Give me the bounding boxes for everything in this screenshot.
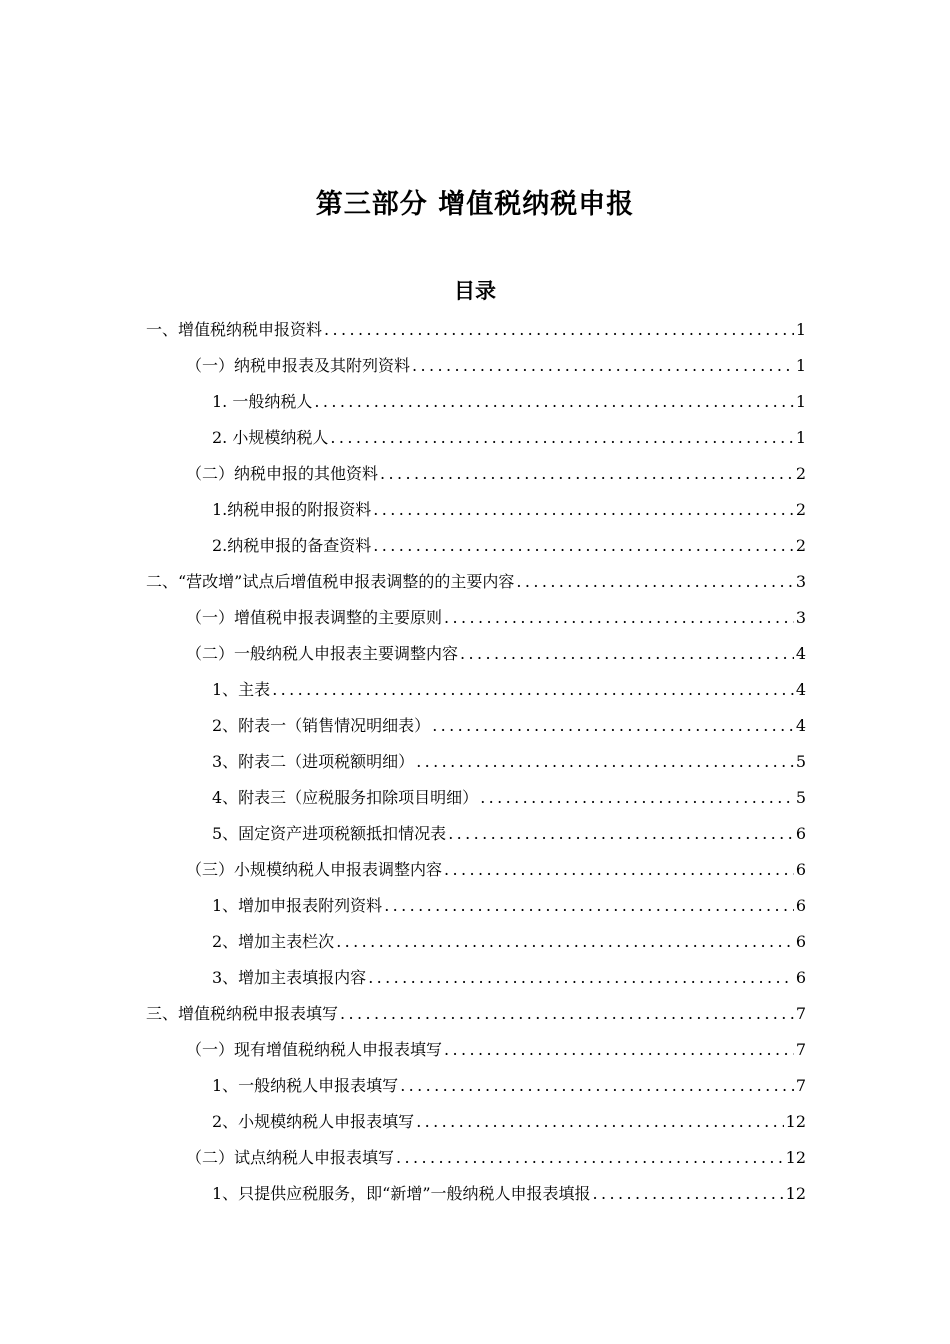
- toc-dot-leader: [444, 600, 794, 636]
- toc-dot-leader: [593, 1176, 784, 1212]
- toc-entry[interactable]: [146, 996, 806, 1032]
- toc-dot-leader: [272, 672, 794, 708]
- toc-dot-leader: [373, 528, 794, 564]
- toc-dot-leader: [400, 1068, 794, 1104]
- toc-entry[interactable]: [146, 492, 806, 528]
- toc-dot-leader: [324, 312, 794, 348]
- toc-entry-page-number: 6: [795, 968, 806, 987]
- toc-entry[interactable]: [146, 420, 806, 456]
- toc-dot-leader: [336, 924, 794, 960]
- toc-entry-page-number: 4: [795, 680, 806, 699]
- table-of-contents: [146, 312, 806, 1212]
- toc-entry-title: （一）纳税申报表及其附列资料: [186, 356, 411, 375]
- toc-entry[interactable]: [146, 744, 806, 780]
- toc-entry[interactable]: [146, 1176, 806, 1212]
- toc-entry-title: 三、增值税纳税申报表填写: [146, 1004, 339, 1023]
- toc-entry-title: 1、主表: [212, 680, 271, 699]
- toc-entry[interactable]: [146, 852, 806, 888]
- toc-dot-leader: [516, 564, 793, 600]
- toc-entry-page-number: 1: [795, 428, 806, 447]
- toc-entry[interactable]: [146, 636, 806, 672]
- toc-entry-title: 3、附表二（进项税额明细）: [212, 752, 415, 771]
- toc-entry-title: 5、固定资产进项税额抵扣情况表: [212, 824, 447, 843]
- toc-entry-page-number: 2: [795, 536, 806, 555]
- toc-dot-leader: [396, 1140, 784, 1176]
- toc-entry-page-number: 7: [795, 1004, 806, 1023]
- toc-entry-page-number: 3: [795, 608, 806, 627]
- toc-entry-page-number: 7: [795, 1076, 806, 1095]
- toc-dot-leader: [416, 1104, 783, 1140]
- toc-entry-page-number: 1: [795, 392, 806, 411]
- toc-entry-title: 2. 小规模纳税人: [212, 428, 329, 447]
- toc-dot-leader: [416, 744, 794, 780]
- toc-dot-leader: [368, 960, 794, 996]
- toc-entry[interactable]: [146, 1032, 806, 1068]
- toc-entry-page-number: 12: [785, 1112, 806, 1131]
- toc-entry-page-number: 7: [795, 1040, 806, 1059]
- toc-entry-title: 2.纳税申报的备查资料: [212, 536, 372, 555]
- toc-dot-leader: [380, 456, 794, 492]
- toc-entry[interactable]: [146, 780, 806, 816]
- toc-dot-leader: [444, 852, 794, 888]
- toc-entry[interactable]: [146, 456, 806, 492]
- toc-entry[interactable]: [146, 816, 806, 852]
- toc-entry[interactable]: [146, 1104, 806, 1140]
- toc-entry[interactable]: [146, 1068, 806, 1104]
- toc-entry-title: （二）纳税申报的其他资料: [186, 464, 379, 483]
- toc-entry-title: 1、只提供应税服务，即“新增”一般纳税人申报表填报: [212, 1184, 591, 1203]
- toc-entry-page-number: 1: [795, 356, 806, 375]
- toc-entry-title: 2、增加主表栏次: [212, 932, 335, 951]
- toc-entry-page-number: 6: [795, 932, 806, 951]
- toc-entry-page-number: 2: [795, 500, 806, 519]
- toc-entry-page-number: 3: [795, 572, 806, 591]
- toc-dot-leader: [448, 816, 794, 852]
- toc-entry[interactable]: [146, 1140, 806, 1176]
- toc-entry-page-number: 12: [785, 1148, 806, 1167]
- part-title: 第三部分 增值税纳税申报: [315, 189, 635, 220]
- toc-entry-page-number: 5: [795, 788, 806, 807]
- toc-dot-leader: [330, 420, 793, 456]
- toc-dot-leader: [444, 1032, 794, 1068]
- toc-entry-page-number: 4: [795, 716, 806, 735]
- toc-dot-leader: [412, 348, 794, 384]
- toc-dot-leader: [432, 708, 794, 744]
- toc-entry-title: 4、附表三（应税服务扣除项目明细）: [212, 788, 479, 807]
- toc-entry-page-number: 4: [795, 644, 806, 663]
- toc-entry-page-number: 2: [795, 464, 806, 483]
- toc-entry[interactable]: [146, 312, 806, 348]
- toc-entry[interactable]: [146, 600, 806, 636]
- toc-entry[interactable]: [146, 564, 806, 600]
- toc-entry[interactable]: [146, 888, 806, 924]
- toc-entry-page-number: 6: [795, 860, 806, 879]
- toc-entry-page-number: 5: [795, 752, 806, 771]
- toc-entry-page-number: 6: [795, 824, 806, 843]
- toc-entry[interactable]: [146, 924, 806, 960]
- toc-entry-title: 一、增值税纳税申报资料: [146, 320, 323, 339]
- toc-entry-title: 3、增加主表填报内容: [212, 968, 367, 987]
- toc-entry[interactable]: [146, 528, 806, 564]
- toc-entry[interactable]: [146, 672, 806, 708]
- toc-dot-leader: [480, 780, 794, 816]
- toc-entry-title: 二、“营改增”试点后增值税申报表调整的的主要内容: [146, 572, 515, 591]
- toc-entry[interactable]: [146, 384, 806, 420]
- toc-heading: 目录: [454, 279, 496, 303]
- toc-entry-title: 1、增加申报表附列资料: [212, 896, 383, 915]
- toc-entry-title: （一）现有增值税纳税人申报表填写: [186, 1040, 443, 1059]
- toc-entry-title: （一）增值税申报表调整的主要原则: [186, 608, 443, 627]
- toc-dot-leader: [373, 492, 794, 528]
- toc-entry-page-number: 12: [785, 1184, 806, 1203]
- toc-entry[interactable]: [146, 960, 806, 996]
- toc-entry-page-number: 1: [795, 320, 806, 339]
- toc-entry-page-number: 6: [795, 896, 806, 915]
- toc-entry-title: 1. 一般纳税人: [212, 392, 313, 411]
- toc-dot-leader: [314, 384, 793, 420]
- toc-dot-leader: [340, 996, 794, 1032]
- toc-entry-title: （二）一般纳税人申报表主要调整内容: [186, 644, 459, 663]
- toc-dot-leader: [384, 888, 794, 924]
- toc-entry-title: 1.纳税申报的附报资料: [212, 500, 372, 519]
- toc-entry-title: 2、小规模纳税人申报表填写: [212, 1112, 415, 1131]
- toc-entry[interactable]: [146, 708, 806, 744]
- toc-entry[interactable]: [146, 348, 806, 384]
- toc-entry-title: （二）试点纳税人申报表填写: [186, 1148, 395, 1167]
- toc-dot-leader: [460, 636, 794, 672]
- toc-entry-title: 1、一般纳税人申报表填写: [212, 1076, 399, 1095]
- toc-entry-title: 2、附表一（销售情况明细表）: [212, 716, 431, 735]
- toc-entry-title: （三）小规模纳税人申报表调整内容: [186, 860, 443, 879]
